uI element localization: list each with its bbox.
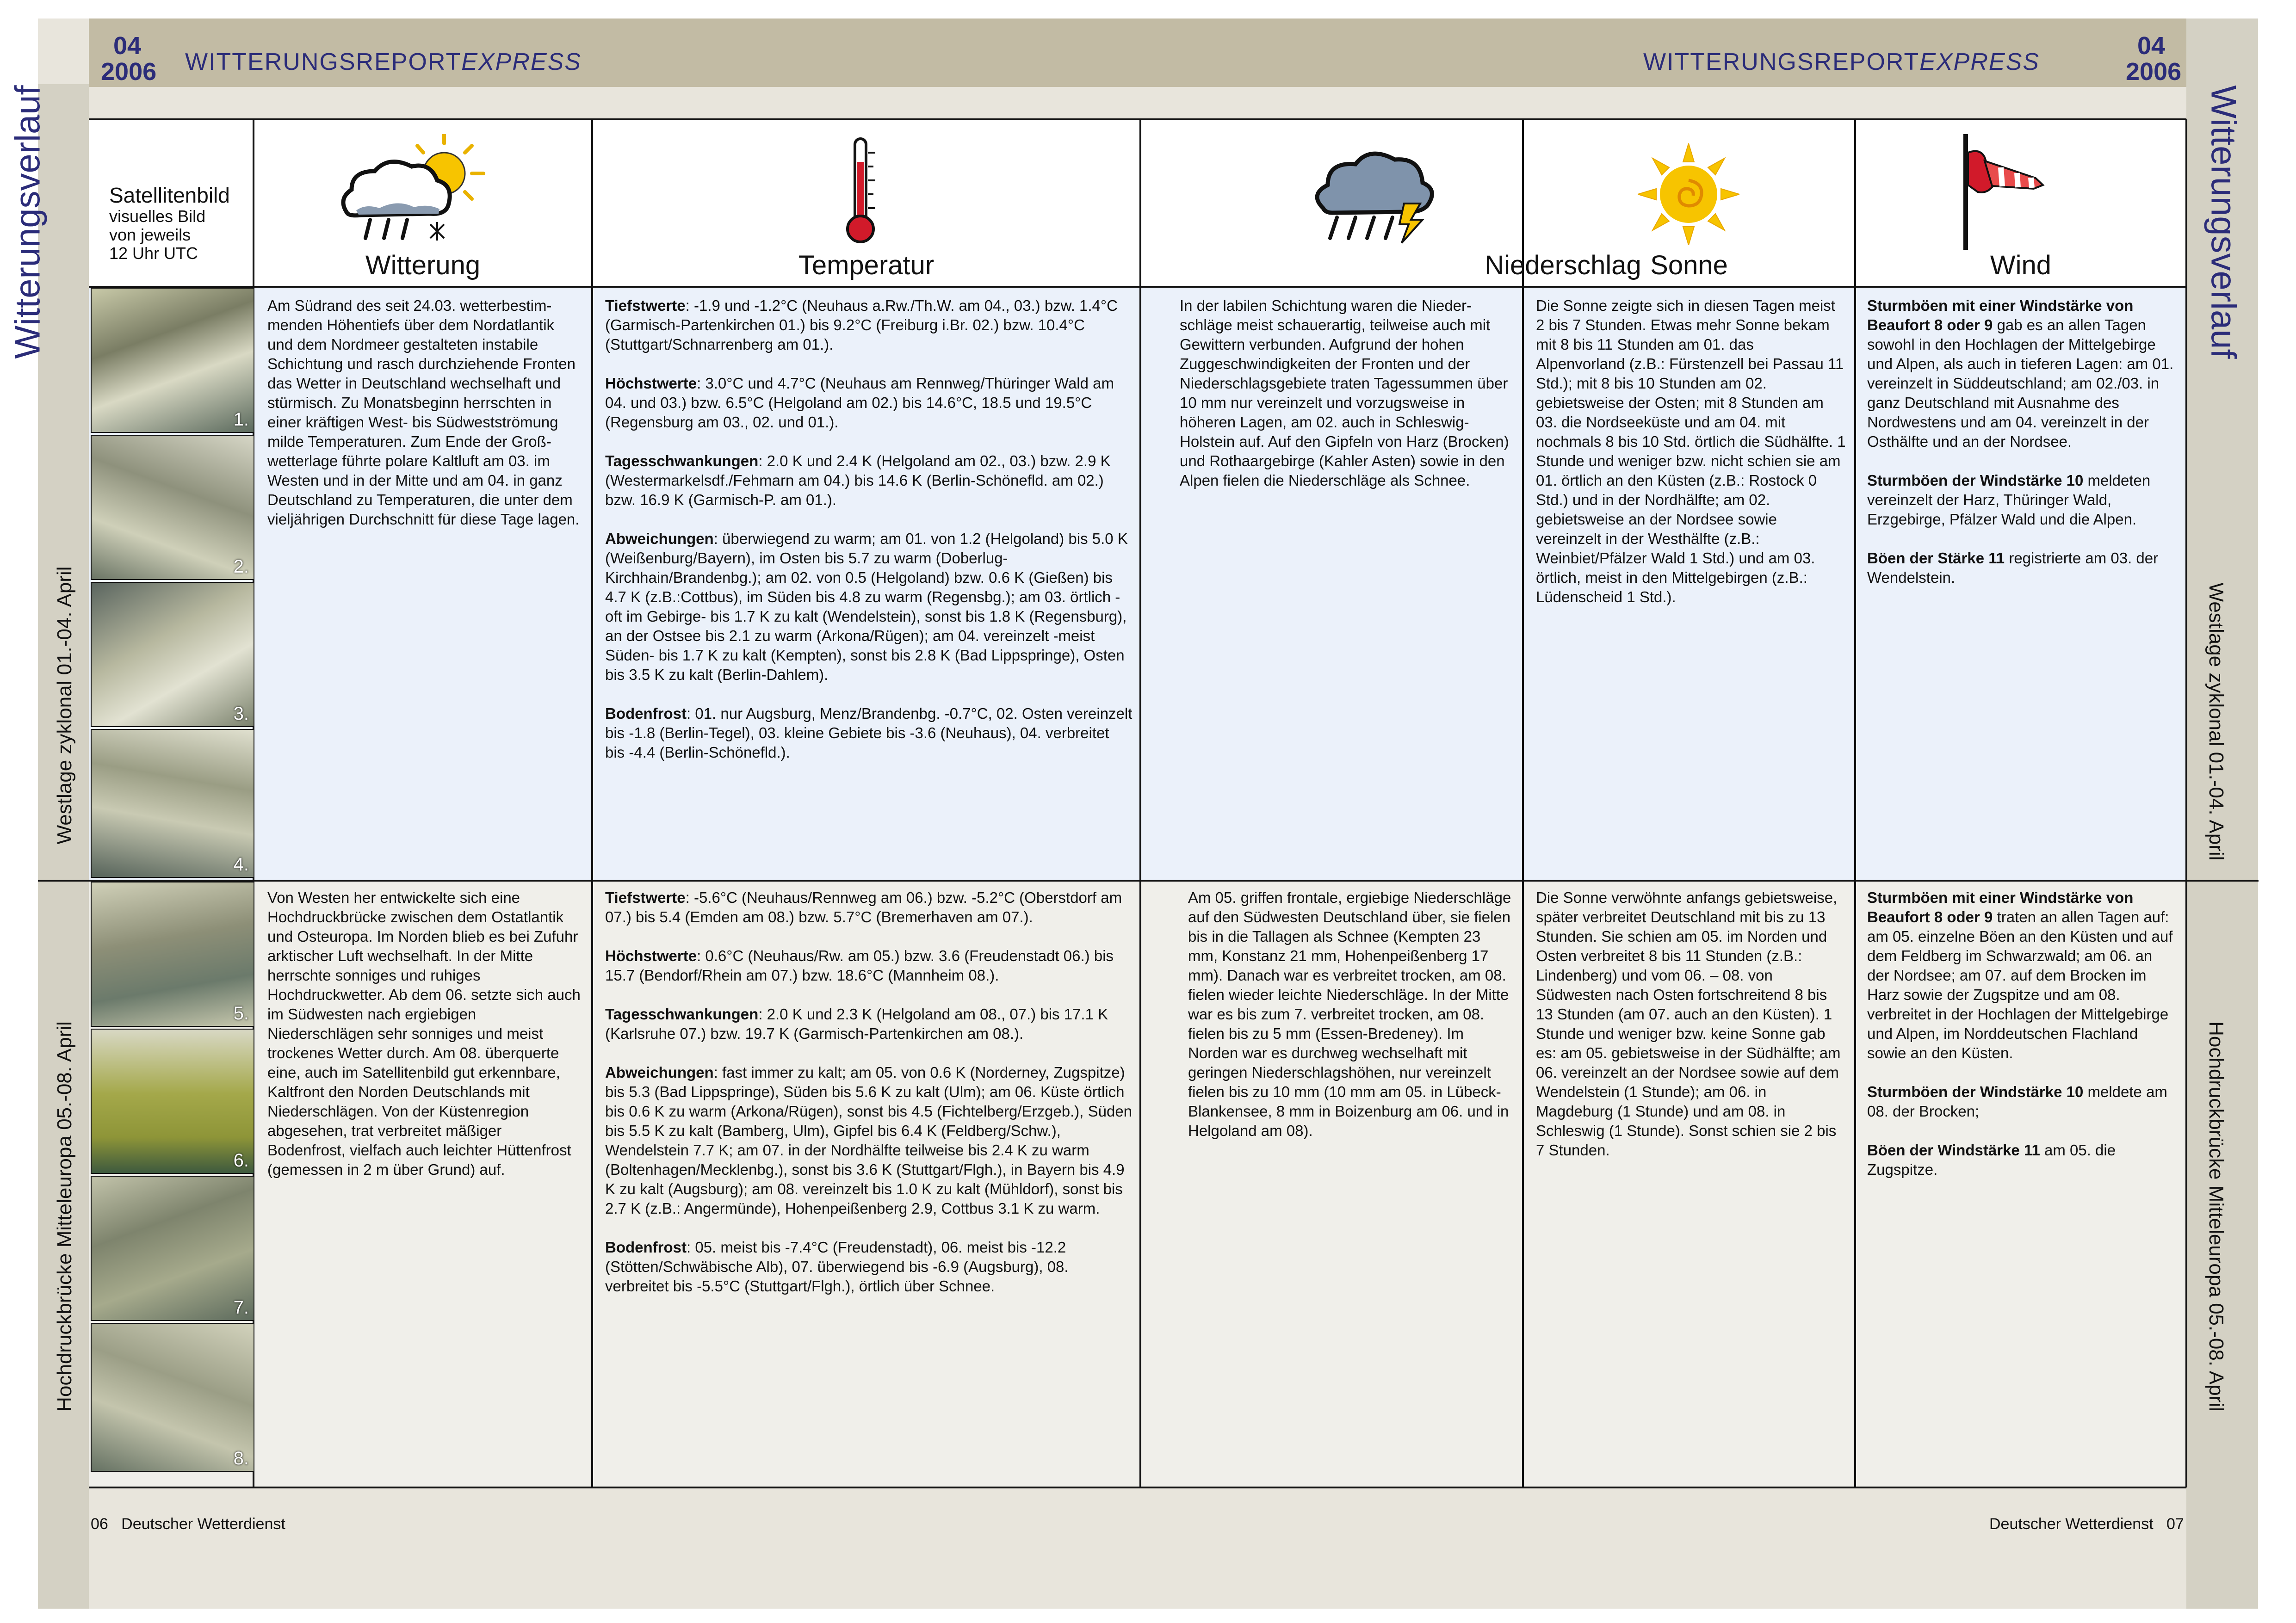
header-title-sub: EXPRESS [461, 49, 582, 75]
wind-text-2 [1867, 888, 2178, 1199]
header-title-main: WITTERUNGSREPORT [1643, 49, 1920, 75]
temp-value: : überwiegend zu warm; am 01. von 1.2 (Helgoland) bis 5.0 K (Weißenburg/Bayern), im Osten bis 5.7 zu warm (Doberlug-Kirchhain/Brandenbg.); am 02. von 0.5 (Helgoland) bzw. 0.6 K (Gießen) bis 4.7 K (z.B.:Cottbus), im Süden bis 4.8 zu warm (Regensbg.); am 03. örtlich -oft im Gebirge- bis 1.7 K zu kalt (Wendelstein), sonst bis 1.8 K (Regensburg), an der Ostsee bis 2.1 zu warm (Arkona/Rügen); am 04. vereinzelt -meist Süden- bis 1.7 K zu kalt (Kempten), sonst bis 2.8 K (Bad Lippspringe), Osten bis 3.5 K zu kalt (Berlin-Dahlem). [605, 530, 1128, 683]
satellite-image [91, 1176, 254, 1321]
temp-value: : 3.0°C und 4.7°C (Neuhaus am Rennweg/Thüringer Wald am 04. und 03.) bzw. 6.5°C (Helgoland am 02.) bis 14.6°C, 18.5 und 19.5°C (Regensburg am 03., 02. und 01.). [605, 375, 1114, 431]
rain-cloud-icon [1309, 143, 1439, 245]
wind-paragraph [1867, 888, 2178, 1063]
satellite-subtitle [109, 207, 205, 263]
header-title-sub: EXPRESS [1919, 49, 2040, 75]
wind-text-1 [1867, 296, 2178, 607]
wind-value: meldete am 08. der Brocken; [1867, 1083, 2167, 1120]
column-header-witterung: Witterung [365, 250, 481, 280]
witterung-text-1: Am Südrand des seit 24.03. wetterbestimmenden Höhentiefs über dem Nordatlantik und dem Nordmeer gestalteten instabile Schichtung und rasch durchziehende Fronten das Wetter in Deutschland wechselhaft und stürmisch. Zu Monatsbeginn herrschten in einer kräftigen West- bis Südwestströmung milde Temperaturen. Zum Ende der Großwetterlage führte polare Kaltluft am 03. im Westen und in der Mitte und am 04. in ganz Deutschland zu Temperaturen, die unter dem vieljährigen Durchschnitt für diese Tage lagen. [267, 297, 580, 528]
column-header-wind: Wind [1990, 250, 2052, 280]
sonne-text-1: Die Sonne zeigte sich in diesen Tagen meist 2 bis 7 Stunden. Etwas mehr Sonne bekam mit 8 bis 11 Stunden am 01. das Alpenvorland (z.B.: Fürstenzell bei Passau 11 Std.); mit 8 bis 10 Stunden am 02. gebietsweise der Osten; mit 8 Stunden am 03. die Nordseeküste und am 04. mit nochmals 8 bis 10 Std. örtlich die Südhälfte. 1 Stunde und weniger bzw. nicht schien sie am 01. örtlich an den Küsten (z.B.: Rostock 0 Std.) und in der Nordhälfte; am 02. gebietsweise an der Nordsee sowie vereinzelt in der Westhälfte (z.B.: Weinbiet/Pfälzer Wald 1 Std.) und am 03. örtlich, meist in den Mittelgebirgen (z.B.: Lüdenscheid 1 Std.). [1536, 297, 1846, 605]
column-line [1854, 119, 1856, 1487]
temp-value: : 0.6°C (Neuhaus/Rw. am 05.) bzw. 3.6 (Freudenstadt 06.) bis 15.7 (Bendorf/Rhein am 07.) bzw. 18.6°C (Mannheim 08.). [605, 947, 1114, 984]
satellite-image [91, 435, 254, 580]
satellite-image [91, 1323, 254, 1472]
period-label-left-1: Westlage zyklonal 01.-04. April [53, 566, 76, 845]
temp-value: : 05. meist bis -7.4°C (Freudenstadt), 06. meist bis -12.2 (Stötten/Schwäbische Alb), 07. überwiegend bis -6.9 (Augsburg), 08. verbreitet bis -5.5°C (Stuttgart/Flgh.), örtlich über Schnee. [605, 1239, 1069, 1295]
table-header-line [89, 286, 2186, 288]
wind-paragraph [1867, 549, 2178, 587]
header-year-right: 2006 [2126, 58, 2182, 86]
satellite-subtitle-line: visuelles Bild [109, 207, 206, 226]
wind-value: gab es an allen Tagen sowohl in den Hochlagen der Mittelgebirge und Alpen, als auch in tieferen Lagen: am 01. vereinzelt in Süddeutschland; am 02./03. in ganz Deutschland mit Ausnahme des Nordwestens und am 04. vereinzelt in der Osthälfte und an der Nordsee. [1867, 316, 2174, 450]
footer-publisher-left: Deutscher Wetterdienst [121, 1515, 285, 1533]
temp-label: Bodenfrost [605, 1239, 687, 1256]
temp-paragraph [605, 946, 1133, 985]
wind-label: Sturmböen mit einer Windstärke von Beaufort 8 oder 9 [1867, 889, 2134, 926]
header-year-left: 2006 [101, 58, 157, 86]
side-label-right: Witterungsverlauf [2203, 85, 2243, 359]
temp-value: : fast immer zu kalt; am 05. von 0.6 K (Norderney, Zugspitze) bis 5.3 (Bad Lippspringe), Süden bis 5.6 K zu kalt (Ulm); am 06. Küste örtlich bis 0.6 K zu warm (Arkona/Rügen), sonst bis 4.5 (Fichtelberg/Erzgeb.), Süden bis 5.5 K zu kalt (Bamberg, Ulm), Gipfel bis 6.4 K (Feldberg/Schw.), Wendelstein 7.7 K; am 07. in der Nordhälfte teilweise bis 2.4 K zu warm (Boltenhagen/Mecklenbg.), sonst bis 3.6 K (Stuttgart/Flgh.), in Bayern bis 4.9 K zu kalt (Augsburg); am 08. vereinzelt bis 1.0 K zu kalt (Mühldorf), sonst bis 2.7 K (z.B.: Angermünde), Hohenpeißenberg 2.9, Cottbus 3.1 K zu warm. [605, 1064, 1133, 1217]
wind-value: meldeten vereinzelt der Harz, Thüringer Wald, Erzgebirge, Pfälzer Wald und die Alpen. [1867, 472, 2151, 528]
wind-label: Sturmböen der Windstärke 10 [1867, 472, 2084, 489]
temp-label: Höchstwerte [605, 947, 697, 964]
temp-paragraph [605, 888, 1133, 927]
sonne-text-2: Die Sonne verwöhnte anfangs gebietsweise, später verbreitet Deutschland mit bis zu 13 Stunden. Sie schien am 05. im Norden und Osten verbreitet 8 bis 11 Stunden (z.B.: Lindenberg) und vom 06. – 08. von Südwesten nach Osten fortschreitend 8 bis 13 Stunden (am 07. auch an den Küsten). 1 Stunde und weniger bzw. keine Sonne gab es: am 05. gebietsweise in der Südhälfte; am 06. vereinzelt an der Nordsee sowie auf dem Wendelstein (1 Stunde); am 06. in Magdeburg (1 Stunde) und am 08. in Schleswig (1 Stunde). Sonst schien sie 2 bis 7 Stunden. [1536, 889, 1841, 1159]
windsock-icon [1952, 134, 2073, 254]
period-label-right-2: Hochdruckbrücke Mitteleuropa 05.-08. April [2205, 1021, 2228, 1412]
header-issue-right: 04 [2137, 32, 2166, 60]
temp-value: : -1.9 und -1.2°C (Neuhaus a.Rw./Th.W. am 04., 03.) bzw. 1.4°C (Garmisch-Partenkirchen 01.) bis 9.2°C (Freiburg i.Br. 02.) bzw. 10.4°C (Stuttgart/Schnarrenberg am 01.). [605, 297, 1118, 353]
table-bottom-line [89, 1487, 2186, 1488]
temp-paragraph [605, 451, 1133, 510]
wind-label: Sturmböen mit einer Windstärke von Beaufort 8 oder 9 [1867, 297, 2134, 333]
column-line [591, 119, 593, 1487]
temp-paragraph [605, 704, 1133, 762]
wind-value: traten an allen Tagen auf: am 05. einzelne Böen an den Küsten und auf dem Feldberg im Schwarzwald; am 06. an der Nordsee; am 07. auf dem Brocken im Harz sowie der Zugspitze und am 08. verbreitet in der Hochlagen der Mittelgebirge und Alpen, im Norddeutschen Flachland sowie an den Küsten. [1867, 908, 2173, 1061]
satellite-image-number: 6. [233, 1150, 249, 1171]
temp-label: Bodenfrost [605, 705, 687, 722]
footer-publisher-right: Deutscher Wetterdienst [1989, 1515, 2154, 1533]
temp-label: Tiefstwerte [605, 297, 686, 314]
footer-left [91, 1515, 285, 1533]
satellite-image-number: 3. [233, 704, 249, 724]
column-header-temperatur: Temperatur [798, 250, 934, 280]
satellite-image [91, 1029, 254, 1174]
column-header-sonne: Sonne [1650, 250, 1728, 280]
table-top-line [89, 118, 2186, 120]
temp-paragraph [605, 374, 1133, 432]
temp-label: Tagesschwankungen [605, 1006, 759, 1023]
temp-label: Höchstwerte [605, 375, 697, 392]
temp-label: Tagesschwankungen [605, 452, 759, 469]
column-line [1139, 119, 1141, 1487]
sun-icon [1638, 143, 1739, 245]
wind-value: am 05. die Zugspitze. [1867, 1142, 2116, 1178]
satellite-subtitle-line: von jeweils [109, 225, 191, 244]
temp-paragraph [605, 296, 1133, 354]
header-title-left [185, 48, 582, 76]
page-number-left: 06 [91, 1515, 108, 1533]
temp-value: : 2.0 K und 2.4 K (Helgoland am 02., 03.) bzw. 2.9 K (Westermarkelsdf./Fehmarn am 04.) bis 14.6 K (Berlin-Schönefld. am 02.) bzw. 16.9 K (Garmisch-P. am 01.). [605, 452, 1111, 508]
satellite-subtitle-line: 12 Uhr UTC [109, 244, 198, 263]
satellite-image-number: 2. [233, 556, 249, 577]
row-divider-line [38, 880, 2259, 882]
temp-label: Abweichungen [605, 1064, 714, 1081]
page-number-right: 07 [2166, 1515, 2184, 1533]
satellite-image-number: 4. [233, 854, 249, 875]
wind-label: Böen der Stärke 11 [1867, 549, 2005, 567]
footer-right [1989, 1515, 2184, 1533]
temp-value: : 01. nur Augsburg, Menz/Brandenbg. -0.7°C, 02. Osten vereinzelt bis -1.8 (Berlin-Tegel), 03. kleine Gebiete bis -3.6 (Neuhaus), 04. verbreitet bis -4.4 (Berlin-Schönefld.). [605, 705, 1133, 761]
wind-paragraph [1867, 1082, 2178, 1121]
satellite-title: Satellitenbild [109, 183, 230, 207]
witterung-text-2: Von Westen her entwickelte sich eine Hochdruckbrücke zwischen dem Ostatlantik und Osteuropa. Im Norden blieb es bei Zufuhr arktischer Luft wechselhaft. In der Mitte herrschte sonniges und ruhiges Hochdruckwetter. Ab dem 06. setzte sich auch im Südwesten nach ergiebigen Niederschlägen sehr sonniges und meist trockenes Wetter durch. Am 08. überquerte eine, auch im Satellitenbild gut erkennbare, Kaltfront den Norden Deutschlands mit Niederschlägen. Von der Küstenregion abgesehen, trat verbreitet mäßiger Bodenfrost, vielfach auch leichter Hüttenfrost (gemessen in 2 m über Grund) auf. [267, 889, 581, 1178]
thermometer-icon [833, 134, 888, 245]
period-label-left-2: Hochdruckbrücke Mitteleuropa 05.-08. April [53, 1021, 76, 1412]
temp-value: : -5.6°C (Neuhaus/Rennweg am 06.) bzw. -5.2°C (Oberstdorf am 07.) bis 5.4 (Emden am 08.) bzw. 5.7°C (Bremerhaven am 07.). [605, 889, 1122, 926]
temp-value: : 2.0 K und 2.3 K (Helgoland am 08., 07.) bis 17.1 K (Karlsruhe 07.) bzw. 19.7 K (Garmisch-Partenkirchen am 08.). [605, 1006, 1108, 1042]
temp-paragraph [605, 1238, 1133, 1296]
temp-paragraph [605, 1005, 1133, 1043]
temp-label: Abweichungen [605, 530, 714, 547]
wind-paragraph [1867, 1141, 2178, 1179]
column-line [1522, 119, 1524, 1487]
satellite-image-number: 5. [233, 1003, 249, 1024]
wind-label: Böen der Windstärke 11 [1867, 1142, 2040, 1159]
side-label-left: Witterungsverlauf [8, 85, 48, 359]
wind-paragraph [1867, 471, 2178, 529]
cloud-sun-icon [333, 134, 490, 245]
satellite-image [91, 582, 254, 727]
satellite-image-number: 7. [233, 1297, 249, 1318]
temp-paragraph [605, 1063, 1133, 1218]
header-title-right [1643, 48, 2040, 76]
wind-value: registrierte am 03. der Wendelstein. [1867, 549, 2159, 586]
satellite-image-number: 1. [233, 409, 249, 430]
satellite-image [91, 288, 254, 433]
temperatur-text-1 [605, 296, 1133, 782]
niederschlag-text-1: In der labilen Schichtung waren die Niederschläge meist schauerartig, teilweise auch mit Gewittern verbunden. Aufgrund der hohen Zuggeschwindigkeiten der Fronten und der Niederschlagsgebiete traten Tagessummen über 10 mm nur vereinzelt und vorzugsweise in höheren Lagen, am 02. auch in Schleswig-Holstein auf. Auf den Gipfeln von Harz (Brocken) und Rothaargebirge (Kahler Asten) sowie in den Alpen fielen die Niederschläge als Schnee. [1180, 297, 1509, 489]
column-header-niederschlag: Niederschlag [1485, 250, 1641, 280]
temp-label: Tiefstwerte [605, 889, 686, 906]
wind-label: Sturmböen der Windstärke 10 [1867, 1083, 2084, 1100]
period-label-right-1: Westlage zyklonal 01.-04. April [2205, 582, 2228, 861]
column-line [2185, 119, 2187, 1487]
satellite-image [91, 882, 254, 1027]
satellite-image-number: 8. [233, 1448, 249, 1469]
header-issue-left: 04 [113, 32, 142, 60]
header-title-main: WITTERUNGSREPORT [185, 49, 462, 75]
wind-paragraph [1867, 296, 2178, 451]
niederschlag-text-2: Am 05. griffen frontale, ergiebige Niederschläge auf den Südwesten Deutschland über, sie fielen bis in die Tallagen als Schnee (Kempten 23 mm, Konstanz 21 mm, Hohenpeißenberg 17 mm). Danach war es verbreitet trocken, am 08. fielen wieder leichte Niederschläge. In der Mitte war es bis zum 7. verbreitet trocken, am 08. fielen bis zu 5 mm (Essen-Bredeney). Im Norden war es durchweg wechselhaft mit geringen Niederschlagshöhen, nur vereinzelt fielen bis zu 10 mm (10 mm am 05. in Lübeck-Blankensee, 8 mm in Boizenburg am 06. und in Helgoland am 08). [1188, 889, 1511, 1139]
satellite-image [91, 729, 254, 878]
temp-paragraph [605, 529, 1133, 685]
temperatur-text-2 [605, 888, 1133, 1315]
